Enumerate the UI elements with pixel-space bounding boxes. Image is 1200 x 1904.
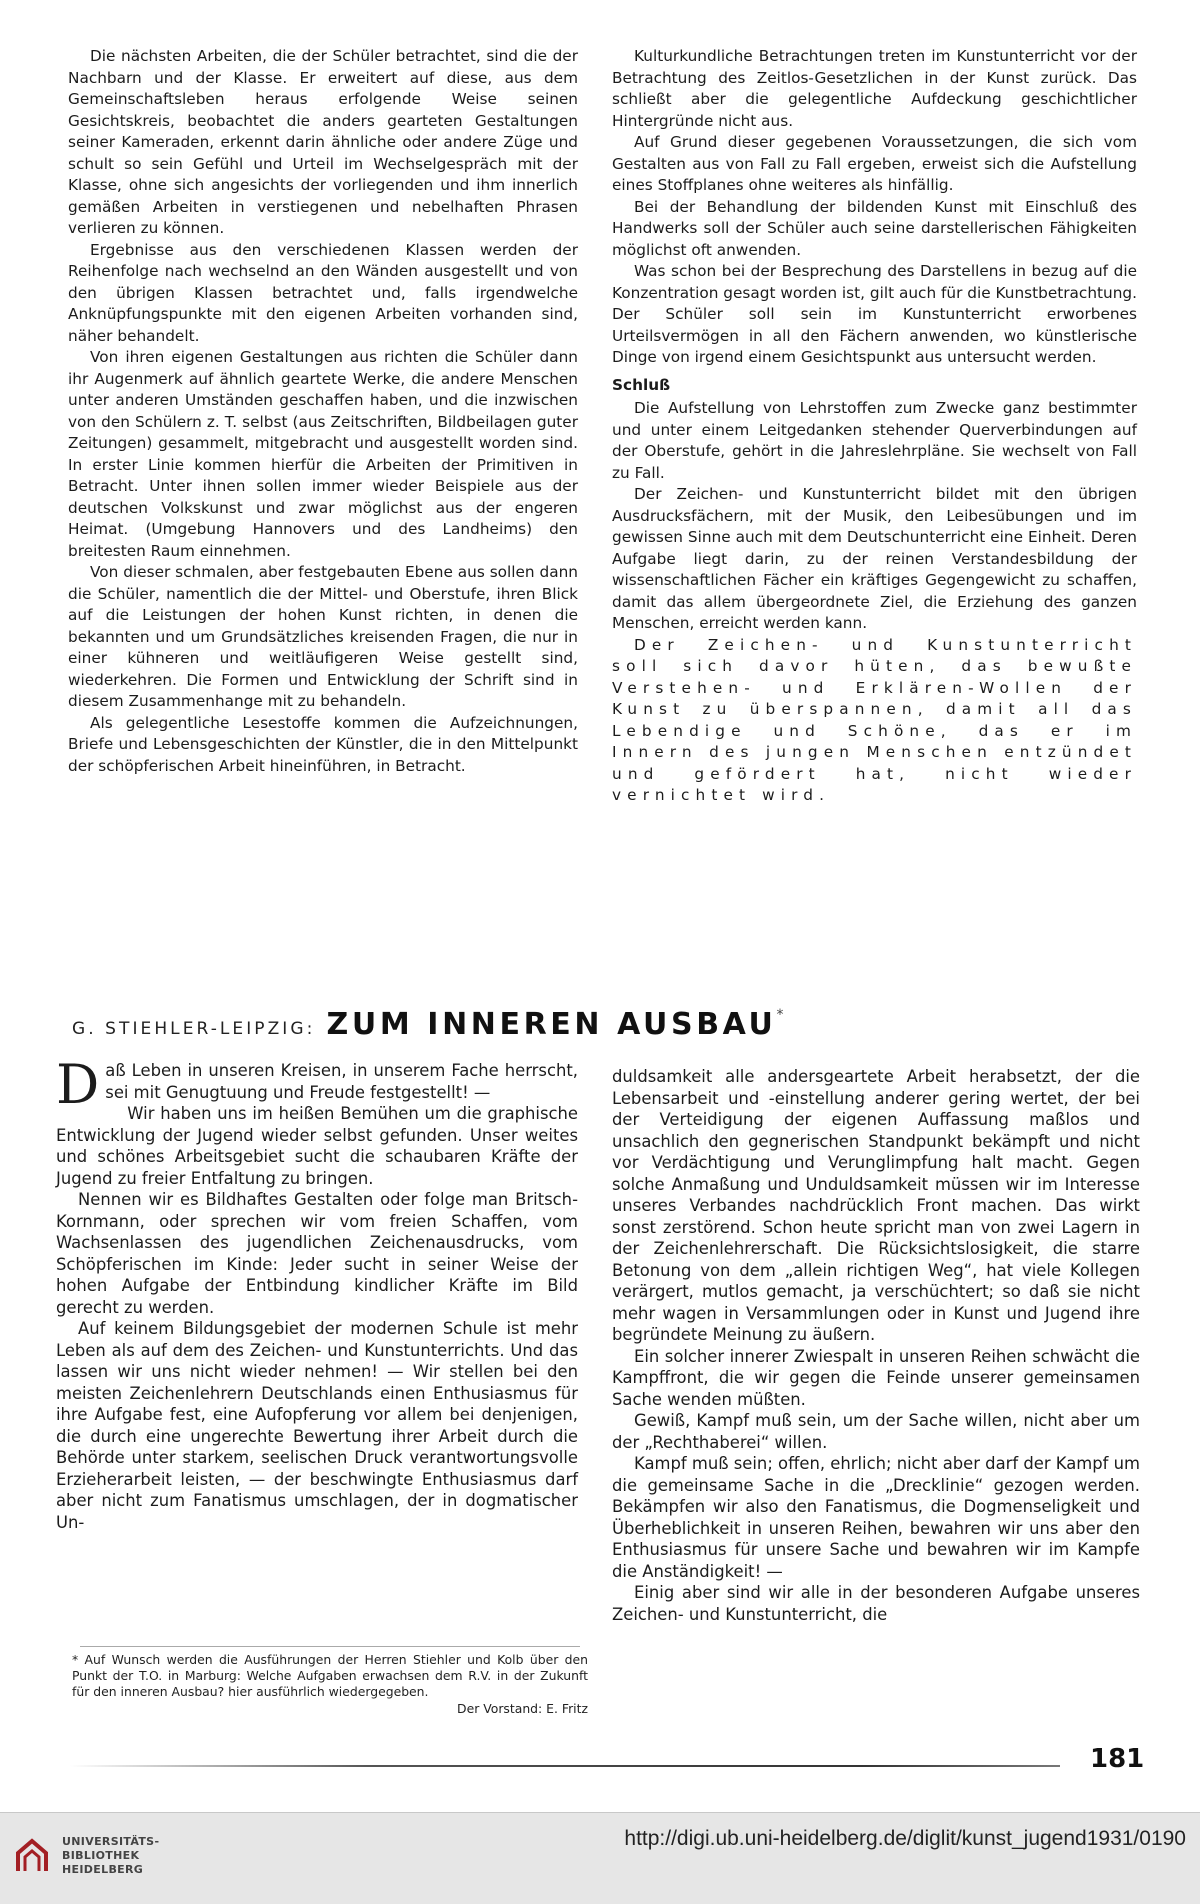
bottom-left-column bbox=[56, 1053, 578, 1533]
library-footer bbox=[0, 1812, 1200, 1904]
paragraph: Bei der Behandlung der bildenden Kunst mit Einschluß des Handwerks soll der Schüler auch seine darstellerischen Fähigkeiten möglichst oft anwenden. bbox=[612, 197, 1137, 259]
bottom-divider bbox=[70, 1765, 1060, 1767]
footnote-marker: * bbox=[776, 1007, 784, 1023]
paragraph: Die nächsten Arbeiten, die der Schüler betrachtet, sind die der Nachbarn und der Klasse. Er erweitert auf diese, aus dem Gemeinschaftsleben heraus erfolgende Weise seinen Gesichtskreis, beobachtet die anders gearteten Gestaltungen seiner Kameraden, erkennt darin ähnliche oder andere Züge und schult so sein Gefühl und Urteil im Wechselgespräch mit der Klasse, ohne sich angesichts der vorliegenden und ihm innerlich gemäßen Arbeiten in verstiegenen und nebelhaften Phrasen verlieren zu können. bbox=[68, 47, 578, 237]
library-name bbox=[62, 1835, 159, 1877]
footnote: * Auf Wunsch werden die Ausführungen der Herren Stiehler und Kolb über den Punkt der T.O. in Marburg: Welche Aufgaben erwachsen dem R.V. in der Zukunft für den inneren Ausbau? hier ausführlich wiedergegeben. bbox=[72, 1652, 588, 1699]
paragraph: Ergebnisse aus den verschiedenen Klassen werden der Reihenfolge nach wechselnd an den Wänden ausgestellt und von den übrigen Klassen betrachtet und, falls irgendwelche Anknüpfungspunkte mit den eigenen Arbeiten vorhanden sind, näher behandelt. bbox=[68, 240, 578, 345]
article-author: G. STIEHLER-LEIPZIG: bbox=[72, 1019, 316, 1039]
opening-paragraph bbox=[56, 1053, 578, 1116]
article-heading: ZUM INNEREN AUSBAU bbox=[326, 1007, 777, 1042]
library-name-line3: HEIDELBERG bbox=[62, 1863, 144, 1876]
paragraph: Als gelegentliche Lesestoffe kommen die Aufzeichnungen, Briefe und Lebensgeschichten der Künstler, die in den Mittelpunkt der schöpferischen Arbeit hineinführen, in Betracht. bbox=[68, 713, 578, 775]
bottom-right-column bbox=[612, 1066, 1140, 1625]
paragraph: Auf Grund dieser gegebenen Voraussetzungen, die sich vom Gestalten aus von Fall zu Fall ergeben, erweist sich die Aufstellung eines Stoffplanes ohne weiteres als hinfällig. bbox=[612, 133, 1137, 194]
top-left-column bbox=[68, 46, 578, 777]
paragraph: Kulturkundliche Betrachtungen treten im Kunstunterricht vor der Betrachtung des Zeitlos-Gesetzlichen in der Kunst zurück. Das schließt aber die gelegentliche Aufdeckung geschichtlicher Hintergründe nicht aus. bbox=[612, 47, 1137, 130]
paragraph: Wir haben uns im heißen Bemühen um die graphische Entwicklung der Jugend wieder selbst gefunden. Unser weites und schönes Arbeitsgebiet sucht die schaubaren Kräfte der Jugend zu freier Entfaltung zu bringen. bbox=[56, 1104, 578, 1188]
library-name-line2: BIBLIOTHEK bbox=[62, 1849, 140, 1862]
paragraph: Nennen wir es Bildhaftes Gestalten oder folge man Britsch-Kornmann, oder sprechen wir vom freien Schaffen, vom Wachsenlassen des jugendlichen Zeichenausdrucks, vom Schöpferischen im Kinde: Jeder sucht in seiner Weise der hohen Aufgabe der Entbindung kindlicher Kräfte im Bild gerecht zu werden. bbox=[56, 1190, 578, 1317]
paragraph: Von ihren eigenen Gestaltungen aus richten die Schüler dann ihr Augenmerk auf ähnlich geartete Werke, die andere Menschen unter anderen Umständen geschaffen haben, und die inzwischen von den Schülern z. T. selbst (aus Zeitschriften, Bildbeilagen guter Zeitungen) gesammelt, mitgebracht und ausgestellt worden sind. In erster Linie kommen hierfür die Arbeiten der Primitiven in Betracht. Unter ihnen sollen immer wieder Beispiele aus der deutschen Volkskunst und zwar möglichst aus der engeren Heimat. (Umgebung Hannovers und des Landheims) den breitesten Raum einnehmen. bbox=[68, 348, 578, 560]
paragraph: Die Aufstellung von Lehrstoffen zum Zwecke ganz bestimmter und unter einem Leitgedanken stehender Querverbindungen auf der Oberstufe, gehört in die Jahreslehrpläne. Sie wechselt von Fall zu Fall. bbox=[612, 399, 1137, 482]
footnote-signature: Der Vorstand: E. Fritz bbox=[457, 1701, 588, 1716]
paragraph: Der Zeichen- und Kunstunterricht bildet mit den übrigen Ausdrucksfächern, mit der Musik, den Leibesübungen und im gewissen Sinne auch mit dem Deutschunterricht eine Einheit. Deren Aufgabe liegt darin, zu der reinen Verstandesbildung der wissenschaftlichen Fächer ein kräftiges Gegengewicht zu schaffen, damit das allem übergeordnete Ziel, die Erziehung des ganzen Menschen, erreicht werden kann. bbox=[612, 485, 1137, 632]
paragraph: Einig aber sind wir alle in der besonderen Aufgabe unseres Zeichen- und Kunstunterricht, die bbox=[612, 1583, 1140, 1624]
page-number: 181 bbox=[1090, 1744, 1145, 1774]
closing-paragraph-spaced: Der Zeichen- und Kunstunterricht soll sich davor hüten, das bewußte Verstehen- und Erklären-Wollen der Kunst zu überspannen, damit all das Lebendige und Schöne, das er im Innern des jungen Menschen entzündet und gefördert hat, nicht wieder vernichtet wird. bbox=[612, 635, 1137, 804]
paragraph: Gewiß, Kampf muß sein, um der Sache willen, nicht aber um der „Rechthaberei“ willen. bbox=[612, 1411, 1140, 1452]
footnote-rule bbox=[80, 1646, 580, 1647]
article-title bbox=[72, 1007, 1152, 1047]
library-logo-icon bbox=[12, 1837, 52, 1877]
paragraph: Kampf muß sein; offen, ehrlich; nicht aber darf der Kampf um die gemeinsame Sache in die „Drecklinie“ gezogen werden. Bekämpfen wir also den Fanatismus, die Dogmenseligkeit und Überheblichkeit in unseren Reihen, bewahren wir uns aber den Enthusiasmus für unsere Sache und bewahren wir im Kampfe die Anständigkeit! — bbox=[612, 1454, 1140, 1581]
library-name-line1: UNIVERSITÄTS- bbox=[62, 1835, 160, 1848]
paragraph: Was schon bei der Besprechung des Darstellens in bezug auf die Konzentration gesagt worden ist, gilt auch für die Kunstbetrachtung. Der Schüler soll sein im Kunstunterricht erworbenes Urteilsvermögen in all den Fächern anwenden, wo künstlerische Dinge von irgend einem Gesichtspunkt aus untersucht werden. bbox=[612, 262, 1137, 366]
paragraph: Von dieser schmalen, aber festgebauten Ebene aus sollen dann die Schüler, namentlich die der Mittel- und Oberstufe, ihren Blick auf die Leistungen der hohen Kunst richten, in denen die bekannten und um Grundsätzliches kreisenden Fragen, die nur in einer kühneren und weitläufigeren Weise gestellt sind, wiederkehren. Die Formen und Entwicklung der Schrift sind in diesem Zusammenhange mit zu behandeln. bbox=[68, 563, 578, 710]
paragraph: Ein solcher innerer Zwiespalt in unseren Reihen schwächt die Kampffront, die wir gegen die Feinde unserer gemeinsamen Sache wenden müßten. bbox=[612, 1346, 1140, 1409]
section-heading-schluss: Schluß bbox=[612, 375, 671, 394]
top-right-column bbox=[612, 46, 1137, 807]
paragraph: duldsamkeit alle andersgeartete Arbeit herabsetzt, der die Lebensarbeit und -einstellung anderer gering wertet, der bei der Verteidigung der eigenen Auffassung maßlos und unsachlich den gegnerischen Standpunkt bekämpft und nicht vor Verdächtigung und Verunglimpfung halt macht. Gegen solche Anmaßung und Unduldsamkeit müssen wir im Interesse unseres Verbandes nachdrücklich Front machen. Das wirkt sonst zerstörend. Schon heute spricht man von zwei Lagern in der Zeichenlehrerschaft. Die Rücksichtslosigkeit, die starre Betonung von dem „allein richtigen Weg“, hat viele Kollegen verärgert, mutlos gemacht, ja verschüchtert; so daß sie nicht mehr wagen in Versammlungen oder in Kunst und Jugend ihre begründete Meinung zu äußern. bbox=[612, 1067, 1140, 1344]
paragraph: Auf keinem Bildungsgebiet der modernen Schule ist mehr Leben als auf dem des Zeichen- und Kunstunterrichts. Und das lassen wir uns nicht wieder nehmen! — Wir stellen bei den meisten Zeichenlehrern Deutschlands einen Enthusiasmus für ihre Aufgabe fest, eine Aufopferung vor allem bei denjenigen, die durch eine ungerechte Bewertung ihrer Arbeit durch die Behörde unter starkem, seelischen Druck verantwortungsvolle Erzieherarbeit leisten, — der beschwingte Enthusiasmus darf aber nicht zum Fanatismus umschlagen, der in dogmatischer Un- bbox=[56, 1319, 578, 1532]
opening-text: aß Leben in unseren Kreisen, in unserem Fache herrscht, sei mit Genugtuung und Freude festgestellt! — bbox=[105, 1061, 578, 1102]
drop-cap: D bbox=[56, 1053, 100, 1116]
source-url-link[interactable]: http://digi.ub.uni-heidelberg.de/diglit/kunst_jugend1931/0190 bbox=[624, 1827, 1186, 1850]
